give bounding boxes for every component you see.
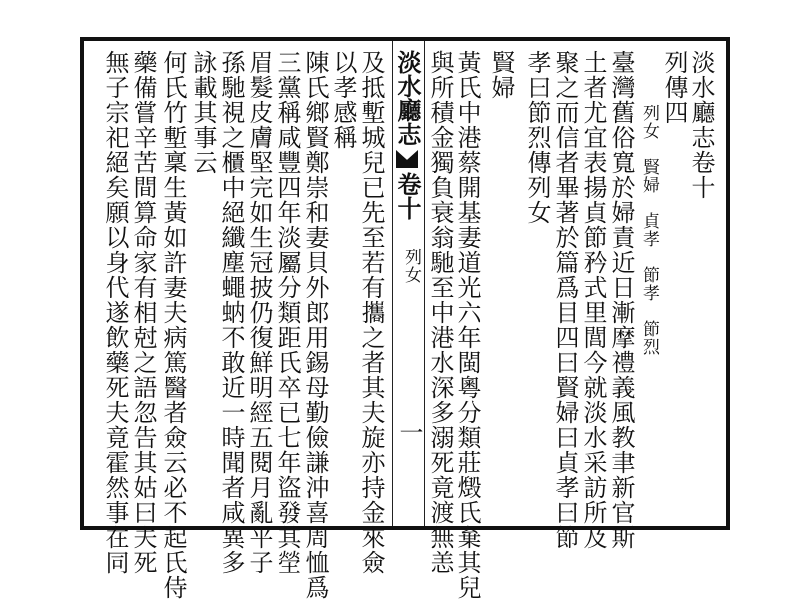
center-strip-section: 列女 bbox=[401, 248, 421, 284]
text-column: 何氏竹塹稟生黃如許妻夫病篤醫者僉云必不起氏侍 bbox=[159, 50, 187, 600]
text-column: 詠載其事云 bbox=[189, 50, 217, 175]
center-strip-title: 淡水廳志 bbox=[393, 50, 422, 146]
text-column: 黃氏中港蔡開基妻道光六年閩粵分類莊燬氏棄其兒 bbox=[453, 50, 481, 600]
center-strip-volume: 卷十 bbox=[393, 172, 422, 220]
center-strip bbox=[394, 50, 420, 220]
text-column: 孫馳視之櫃中絕纖塵蠅蚋不敢近一時聞者咸異多 bbox=[217, 50, 245, 575]
text-column: 無子宗祀絕矣願以身代遂飲藥死夫竟霍然事在同 bbox=[101, 50, 129, 575]
center-rule-right bbox=[424, 41, 425, 526]
text-column: 眉髮皮膚堅完如生冠披仍復鮮明經五閱月亂平子 bbox=[245, 50, 273, 575]
section-heading: 賢婦 bbox=[487, 50, 515, 100]
category-list: 列女 賢婦 貞孝 節孝 節烈 bbox=[639, 104, 659, 356]
text-column: 陳氏鄉賢鄭崇和妻貝外郎用錫母勤儉謙沖喜周恤爲 bbox=[301, 50, 329, 600]
text-column: 以孝感稱 bbox=[329, 50, 357, 150]
page-number: 一 bbox=[395, 420, 423, 445]
chapter-heading: 列傳四 bbox=[660, 50, 688, 125]
text-column: 與所積金獨負衰翁馳至中港水深多溺死竟渡無恙 bbox=[426, 50, 454, 575]
volume-heading: 淡水廳志卷十 bbox=[687, 50, 715, 200]
text-column: 土者尤宜表揚貞節矜式里閭今就淡水采訪所及 bbox=[579, 50, 607, 550]
text-column: 孝曰節烈傳列女 bbox=[523, 50, 551, 225]
text-column: 聚之而信者畢著於篇爲目四曰賢婦曰貞孝曰節 bbox=[551, 50, 579, 550]
text-column: 三黨稱咸豐四年淡屬分類距氏卒已七年盜發其塋 bbox=[273, 50, 301, 575]
text-column: 及抵塹城兒已先至若有攜之者其夫旋亦持金來僉 bbox=[357, 50, 385, 575]
fishtail-mark-icon bbox=[396, 150, 418, 168]
text-column: 藥備嘗辛苦間算命家有相尅之語忽告其姑曰夫死 bbox=[129, 50, 157, 575]
text-column: 臺灣舊俗寬於婦責近日漸摩禮義風教聿新官斯 bbox=[607, 50, 635, 550]
